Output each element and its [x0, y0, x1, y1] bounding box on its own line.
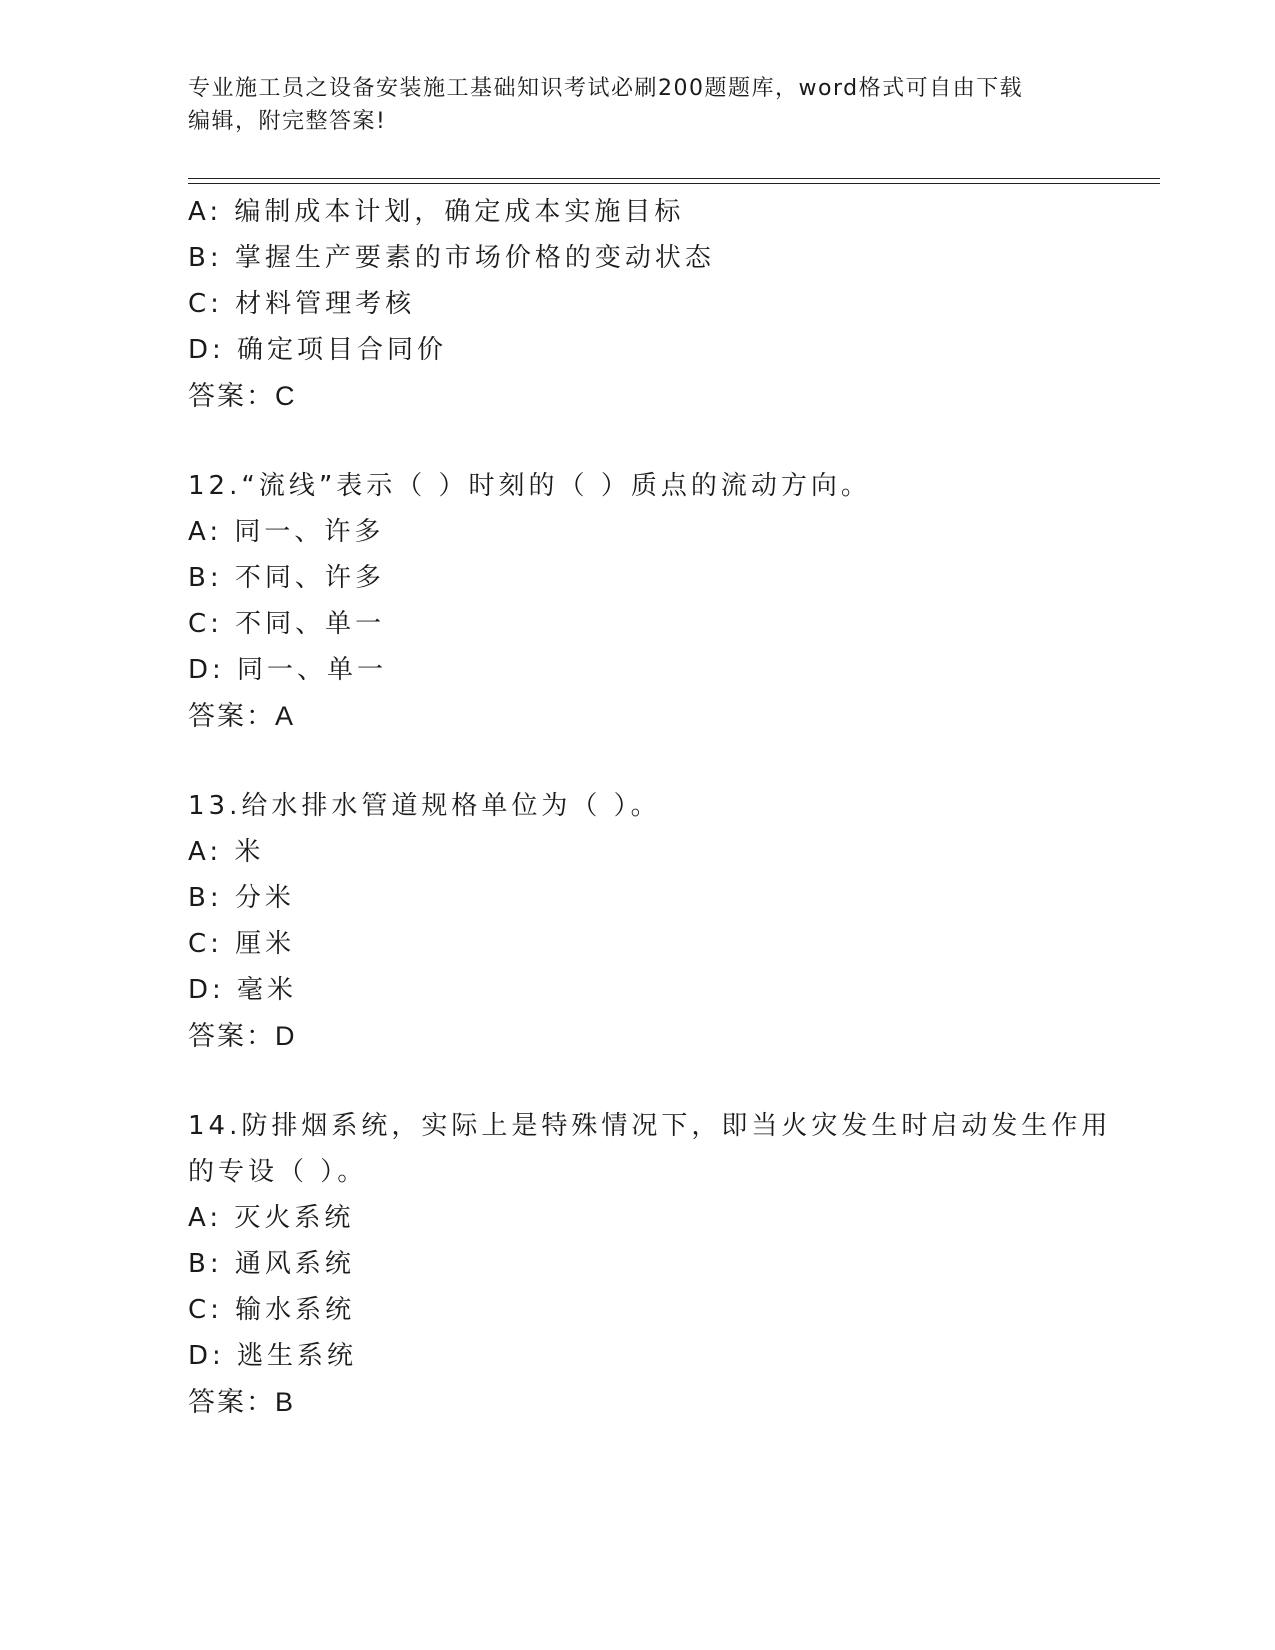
option-d: D: 毫米 — [188, 975, 298, 1005]
header-divider-bottom — [188, 183, 1160, 184]
option-a: A: 同一、许多 — [188, 517, 385, 547]
question-11 — [188, 189, 1128, 419]
header-line-2: 编辑，附完整答案! — [188, 109, 387, 134]
answer: 答案：B — [188, 1387, 296, 1417]
answer: 答案：D — [188, 1021, 297, 1051]
question-text: 12.“流线”表示（ ）时刻的（ ）质点的流动方向。 — [188, 471, 871, 501]
option-b: B: 不同、许多 — [188, 563, 385, 593]
question-list — [188, 189, 1128, 1425]
option-d: D: 确定项目合同价 — [188, 335, 448, 365]
option-b: B: 通风系统 — [188, 1249, 355, 1279]
option-a: A: 灭火系统 — [188, 1203, 355, 1233]
option-c: C: 输水系统 — [188, 1295, 356, 1325]
answer: 答案：A — [188, 701, 296, 731]
answer: 答案：C — [188, 381, 297, 411]
option-c: C: 材料管理考核 — [188, 289, 416, 319]
option-b: B: 分米 — [188, 883, 295, 913]
option-c: C: 厘米 — [188, 929, 296, 959]
question-text-line-2: 的专设（ ）。 — [188, 1157, 368, 1187]
header-line-1: 专业施工员之设备安装施工基础知识考试必刷200题题库，word格式可自由下载 — [188, 76, 1024, 101]
option-c: C: 不同、单一 — [188, 609, 386, 639]
question-13 — [188, 783, 1128, 1059]
document-header — [188, 72, 1088, 138]
question-12 — [188, 463, 1128, 739]
question-text: 13.给水排水管道规格单位为（ ）。 — [188, 791, 661, 821]
header-divider-top — [188, 178, 1160, 179]
question-14 — [188, 1103, 1128, 1425]
option-a: A: 米 — [188, 837, 265, 867]
option-a: A: 编制成本计划，确定成本实施目标 — [188, 197, 685, 227]
option-b: B: 掌握生产要素的市场价格的变动状态 — [188, 243, 715, 273]
option-d: D: 逃生系统 — [188, 1341, 358, 1371]
option-d: D: 同一、单一 — [188, 655, 388, 685]
question-text-line-1: 14.防排烟系统，实际上是特殊情况下，即当火灾发生时启动发生作用 — [188, 1111, 1112, 1141]
